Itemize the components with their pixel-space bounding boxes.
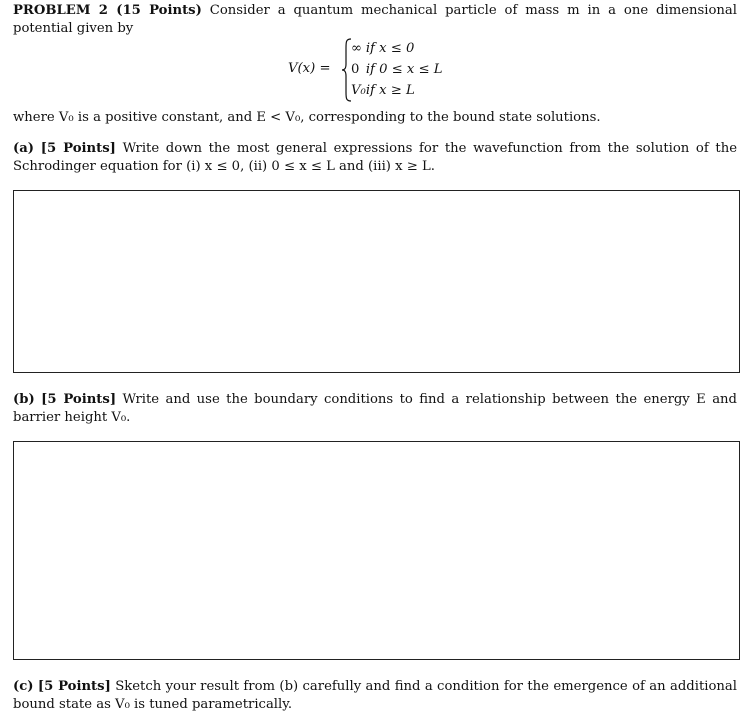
case-value: 0 [351,62,360,77]
part-c-text: Sketch your result from (b) carefully and find a condition for the emergence of an additional bound state as V₀ is tuned parametrically. [13,679,737,712]
problem-intro [13,2,737,38]
case-condition: if 0 ≤ x ≤ L [365,62,443,77]
part-b-points: [5 Points] [41,392,117,407]
problem-heading: PROBLEM 2 (15 Points) [13,3,202,18]
cases-table [351,38,443,101]
part-b-text: Write and use the boundary conditions to find a relationship between the energy E and barrier height V₀. [13,392,737,425]
part-a-question [13,140,737,176]
part-c-label: (c) [13,679,34,694]
where-clause: where V₀ is a positive constant, and E < V₀, corresponding to the bound state solutions. [13,110,601,125]
part-a-points: [5 Points] [40,141,116,156]
case-row [351,38,443,59]
problem-intro-text: Consider a quantum mechanical particle of mass m in a one dimensional potential given by [13,3,737,36]
part-b-question [13,391,737,427]
part-c-points: [5 Points] [37,679,111,694]
part-b-label: (b) [13,392,35,407]
part-a-label: (a) [13,141,35,156]
case-row [351,80,443,101]
case-value: V₀ [351,83,366,98]
answer-box-a[interactable] [13,190,740,373]
case-row [351,59,443,80]
equation-lhs: V(x) = [288,61,331,76]
part-a-text: Write down the most general expressions for the wavefunction from the solution of the Schrodinger equation for (i) x ≤ 0, (ii) 0 ≤ x ≤ L and (iii) x ≥ L. [13,141,737,174]
case-value: ∞ [351,41,362,56]
answer-box-b[interactable] [13,441,740,660]
case-condition: if x ≤ 0 [365,41,415,56]
case-condition: if x ≥ L [365,83,415,98]
part-c-question [13,678,737,714]
